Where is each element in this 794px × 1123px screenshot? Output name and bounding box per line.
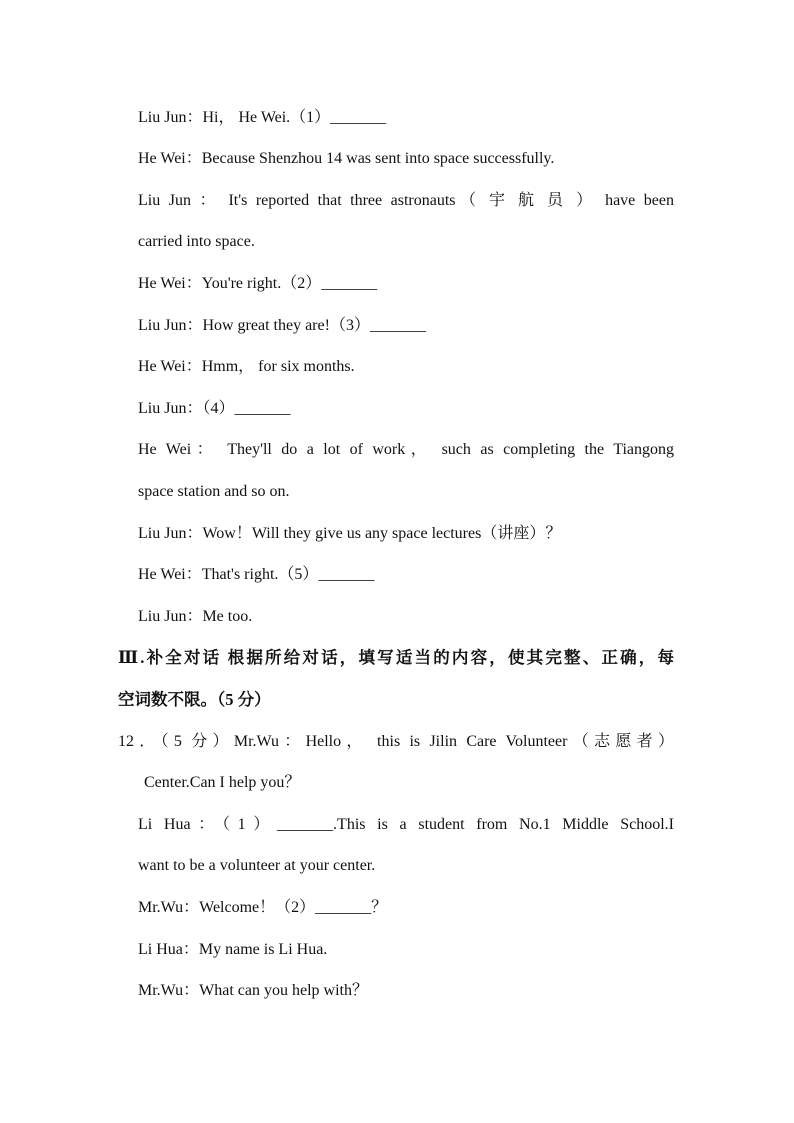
dialogue-line-1: Liu Jun：Hi， He Wei.（1）_______	[138, 109, 387, 126]
question-12-first-line: 12．（5 分）Mr.Wu：Hello， this is Jilin Care Volunteer（志愿者）	[118, 733, 674, 750]
question-12-line-4: Li Hua：My name is Li Hua.	[138, 941, 328, 958]
dialogue-line-11: Liu Jun：Wow！Will they give us any space lectures（讲座）？	[138, 525, 562, 542]
dialogue-line-9: He Wei： They'll do a lot of work， such as completing the Tiangong	[138, 441, 674, 458]
dialogue-line-13: Liu Jun：Me too.	[138, 608, 253, 625]
dialogue-line-8: Liu Jun：（4）_______	[138, 400, 291, 417]
section-heading-line-1: Ⅲ.补全对话 根据所给对话，填写适当的内容，使其完整、正确，每	[118, 648, 674, 667]
question-12-line-2: want to be a volunteer at your center.	[138, 857, 376, 874]
dialogue-line-7: He Wei：Hmm， for six months.	[138, 358, 355, 375]
question-12-line-3: Mr.Wu：Welcome！（2）_______？	[138, 899, 388, 916]
dialogue-line-12: He Wei：That's right.（5）_______	[138, 566, 375, 583]
section-heading-line-2: 空词数不限。（5 分）	[118, 690, 271, 709]
question-12-line-1: Li Hua：（1）_______.This is a student from No.1 Middle School.I	[138, 816, 674, 833]
dialogue-line-6: Liu Jun：How great they are!（3）_______	[138, 317, 426, 334]
dialogue-line-5: He Wei：You're right.（2）_______	[138, 275, 378, 292]
dialogue-line-3: Liu Jun ： It's reported that three astronauts（ 宇 航 员 ） have been	[138, 192, 674, 209]
question-12-second-line: Center.Can I help you？	[144, 774, 301, 791]
question-12-line-5: Mr.Wu：What can you help with？	[138, 982, 368, 999]
dialogue-line-2: He Wei：Because Shenzhou 14 was sent into space successfully.	[138, 150, 555, 167]
dialogue-line-10: space station and so on.	[138, 483, 290, 500]
dialogue-line-4: carried into space.	[138, 233, 255, 250]
